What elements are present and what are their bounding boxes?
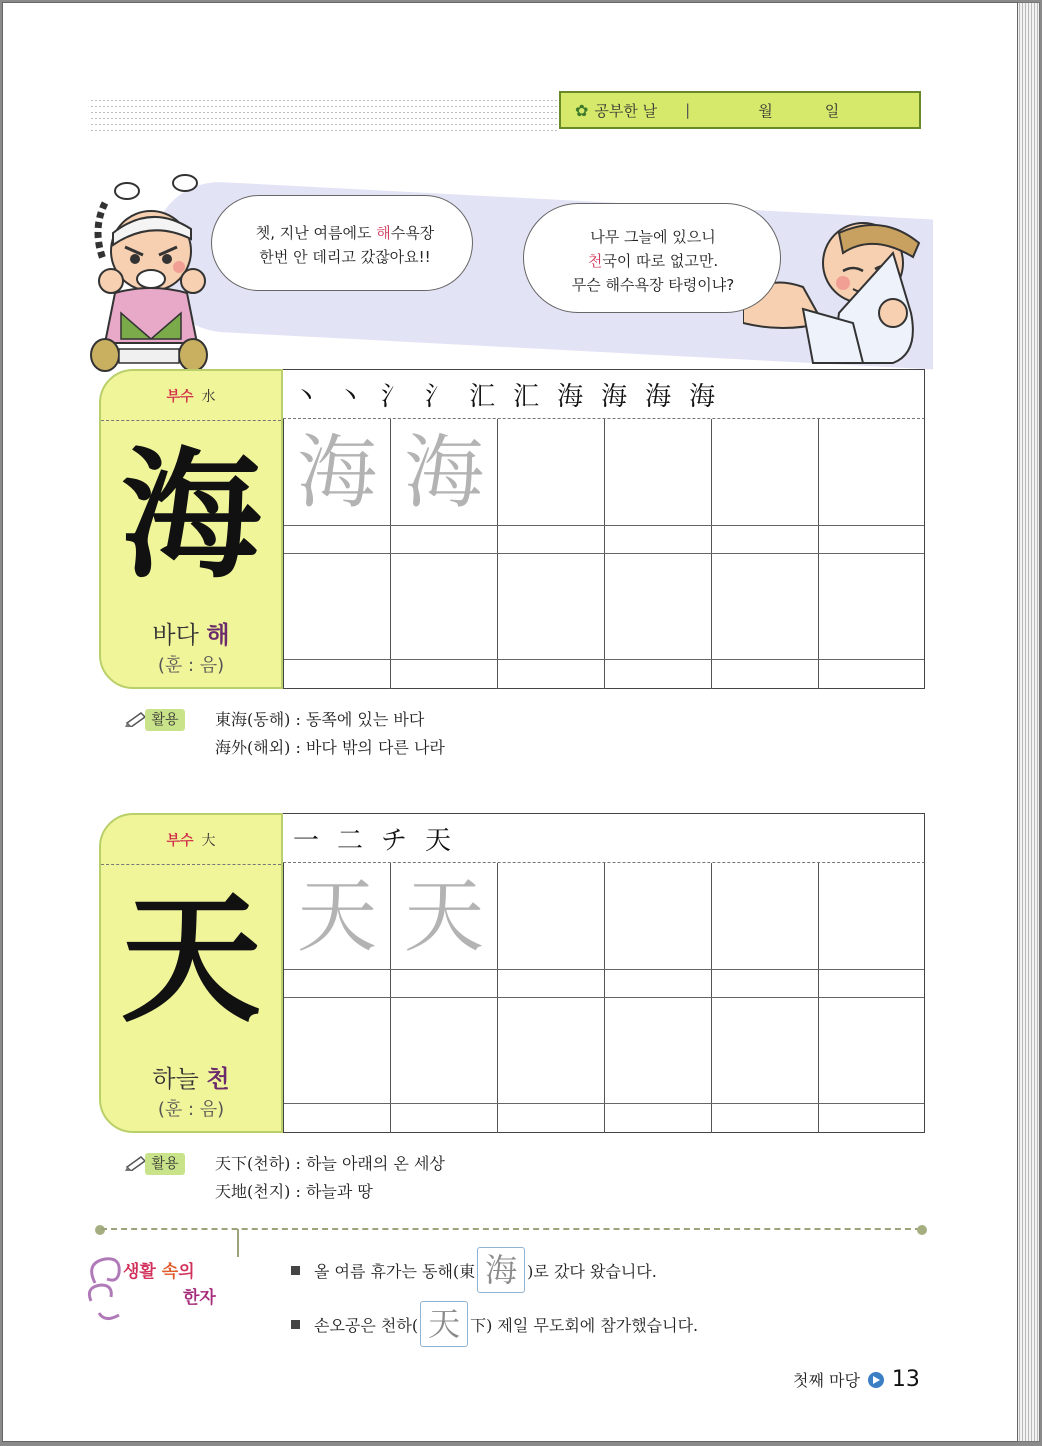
radical-char: 水 — [201, 388, 216, 405]
stroke-step: 海 — [645, 381, 672, 412]
hunum-label: (훈 : 음) — [157, 655, 225, 676]
hanja-meaning: 바다 해 — [152, 621, 230, 649]
stroke-step: 二 — [337, 825, 364, 856]
workbook-page — [2, 2, 1018, 1442]
section-divider — [95, 1225, 927, 1233]
hanja-card — [99, 369, 283, 689]
hanja-block-sea — [99, 369, 925, 689]
stroke-step: 丶 — [293, 381, 320, 412]
angry-boy-character — [85, 163, 215, 373]
square-bullet-icon — [291, 1320, 300, 1329]
page-number: 13 — [891, 1367, 920, 1392]
stroke-step: 氵 — [425, 381, 452, 412]
answer-box[interactable]: 天 — [420, 1301, 468, 1347]
speech-text-right: 나무 그늘에 있으니 천국이 따로 없고만. 무슨 해수욕장 타령이냐? — [571, 228, 735, 294]
book-page-edges — [1016, 2, 1040, 1442]
stroke-step: 丶 — [337, 381, 364, 412]
life-hanja-title: 생활 속의 한자 — [123, 1262, 216, 1308]
stroke-step: 氵 — [381, 381, 408, 412]
usage-badge: 활용 — [145, 709, 185, 731]
hanja-meaning: 하늘 천 — [152, 1065, 230, 1093]
life-sentence: 손오공은 천하( 天 下) 제일 무도회에 참가했습니다. — [291, 1301, 698, 1347]
stroke-step: 天 — [425, 825, 452, 856]
radical-row: 부수 水 — [101, 371, 281, 421]
hanja-block-sky — [99, 813, 925, 1133]
usage-item: 天地(천지) : 하늘과 땅 — [215, 1182, 373, 1201]
trace-char: 天 — [404, 870, 484, 963]
usage-item: 東海(동해) : 동쪽에 있는 바다 — [215, 710, 425, 729]
radical-char: 大 — [201, 832, 216, 849]
life-sentence: 올 여름 휴가는 동해(東 海 )로 갔다 왔습니다. — [291, 1247, 657, 1293]
trace-char: 海 — [404, 426, 484, 519]
stroke-step: 汇 — [513, 381, 540, 412]
arrow-right-icon — [868, 1372, 884, 1388]
hunum-label: (훈 : 음) — [157, 1099, 225, 1120]
writing-grid[interactable] — [283, 863, 925, 1133]
radical-row: 부수 大 — [101, 815, 281, 865]
page-footer — [793, 1367, 920, 1392]
stroke-order-row — [283, 369, 925, 419]
stroke-step: 海 — [557, 381, 584, 412]
study-date-label: 공부한 날 — [594, 101, 658, 120]
writing-grid[interactable] — [283, 419, 925, 689]
stroke-step: 汇 — [469, 381, 496, 412]
study-date-separator: | — [685, 101, 691, 119]
stroke-step: 海 — [689, 381, 716, 412]
square-bullet-icon — [291, 1266, 300, 1275]
section-divider-vertical — [237, 1229, 239, 1257]
usage-item: 海外(해외) : 바다 밖의 다른 나라 — [215, 738, 445, 757]
flower-icon: ✿ — [575, 100, 589, 120]
study-day-label[interactable]: 일 — [824, 101, 840, 120]
stroke-step: 海 — [601, 381, 628, 412]
hanja-card — [99, 813, 283, 1133]
speech-text-left: 쳇, 지난 여름에도 해수욕장 한번 안 데리고 갔잖아요!! — [255, 224, 435, 266]
hanja-main-char: 天 — [120, 878, 261, 1042]
usage-item: 天下(천하) : 하늘 아래의 온 세상 — [215, 1154, 445, 1173]
usage-section-sky — [125, 1153, 545, 1209]
chapter-label: 첫째 마당 — [793, 1371, 860, 1390]
stroke-step: 一 — [293, 825, 320, 856]
study-month-label[interactable]: 월 — [758, 101, 773, 120]
stroke-order-row — [283, 813, 925, 863]
header-dotted-lines — [89, 95, 559, 131]
hanja-main-char: 海 — [120, 434, 261, 598]
study-date-box — [559, 91, 921, 129]
usage-badge: 활용 — [145, 1153, 185, 1175]
answer-box[interactable]: 海 — [477, 1247, 525, 1293]
trace-char: 海 — [297, 426, 377, 519]
usage-section-sea — [125, 709, 545, 765]
trace-char: 天 — [297, 870, 377, 963]
stroke-step: チ — [381, 825, 408, 856]
